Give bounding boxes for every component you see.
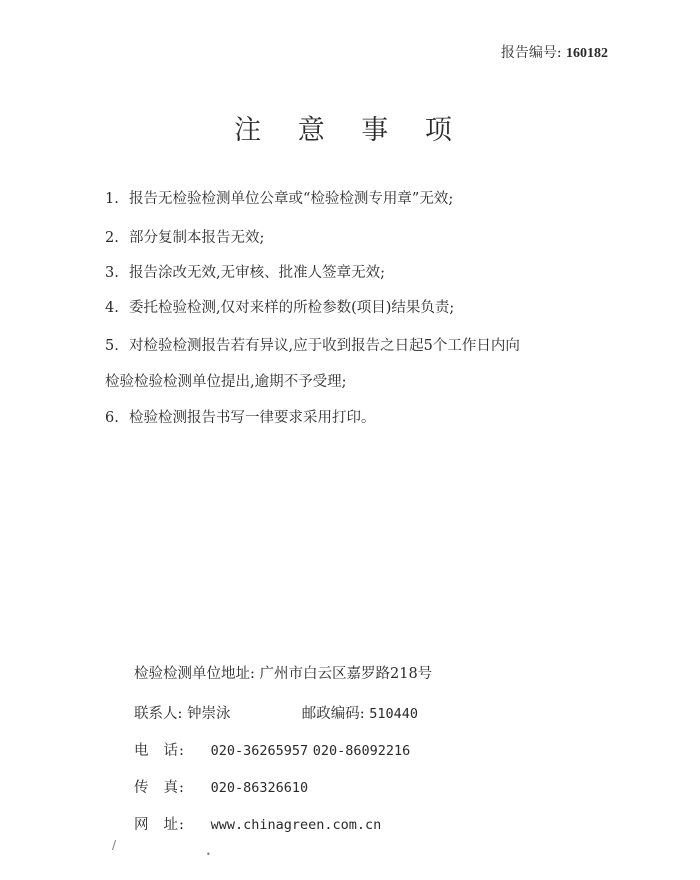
contact-person-row xyxy=(134,704,418,724)
notice-item-4 xyxy=(105,298,625,318)
contact-person-value: 钟崇泳 xyxy=(187,706,231,722)
notice-item-1 xyxy=(105,189,625,209)
page-title: 注 意 事 项 xyxy=(234,115,466,146)
contact-phone-row xyxy=(134,741,410,761)
report-number-label: 报告编号: xyxy=(500,45,562,61)
notice-number: 3. xyxy=(105,265,119,281)
web-label-char-1: 网 xyxy=(134,817,150,833)
website-value: www.chinagreen.com.cn xyxy=(210,817,382,833)
contact-person-label: 联系人: xyxy=(134,706,183,722)
notice-number: 5. xyxy=(105,338,119,354)
notice-item-5 xyxy=(105,336,625,356)
notice-number: 4. xyxy=(105,300,119,316)
phone-value-1: 020-36265957 xyxy=(210,743,309,759)
notice-item-3 xyxy=(105,263,625,283)
notice-number: 2. xyxy=(105,230,119,246)
notice-text-continuation: 检验检验检测单位提出,逾期不予受理; xyxy=(105,374,347,390)
fax-value: 020-86326610 xyxy=(210,780,309,796)
phone-value-2: 020-86092216 xyxy=(312,743,411,759)
phone-label-char-2: 话: xyxy=(163,743,185,759)
postcode-value: 510440 xyxy=(369,706,418,722)
report-number-value: 160182 xyxy=(566,46,608,61)
notice-item-5-continuation xyxy=(105,372,625,392)
phone-label-char-1: 电 xyxy=(134,743,150,759)
notice-text: 报告无检验检测单位公章或“检验检测专用章”无效; xyxy=(129,191,454,207)
scan-speck: • xyxy=(206,850,211,859)
notice-text: 报告涂改无效,无审核、批准人签章无效; xyxy=(129,265,385,281)
address-label: 检验检测单位地址: xyxy=(134,666,255,682)
address-value: 广州市白云区嘉罗路218号 xyxy=(259,666,433,682)
contact-address-row xyxy=(134,664,432,684)
fax-label-char-1: 传 xyxy=(134,780,150,796)
notice-text: 对检验检测报告若有异议,应于收到报告之日起5个工作日内向 xyxy=(129,338,520,354)
web-label-char-2: 址: xyxy=(163,817,185,833)
contact-fax-row xyxy=(134,778,308,798)
notice-item-6 xyxy=(105,408,625,428)
notice-text: 委托检验检测,仅对来样的所检参数(项目)结果负责; xyxy=(129,300,455,316)
postcode-label: 邮政编码: xyxy=(301,706,365,722)
contact-website-row xyxy=(134,815,381,835)
notice-item-2 xyxy=(105,228,625,248)
notice-text: 部分复制本报告无效; xyxy=(129,230,265,246)
fax-label-char-2: 真: xyxy=(163,780,185,796)
notice-number: 1. xyxy=(105,191,119,207)
report-number xyxy=(501,42,608,62)
notice-number: 6. xyxy=(105,410,119,426)
scan-speck: / xyxy=(112,838,117,852)
notice-text: 检验检测报告书写一律要求采用打印。 xyxy=(129,410,376,426)
